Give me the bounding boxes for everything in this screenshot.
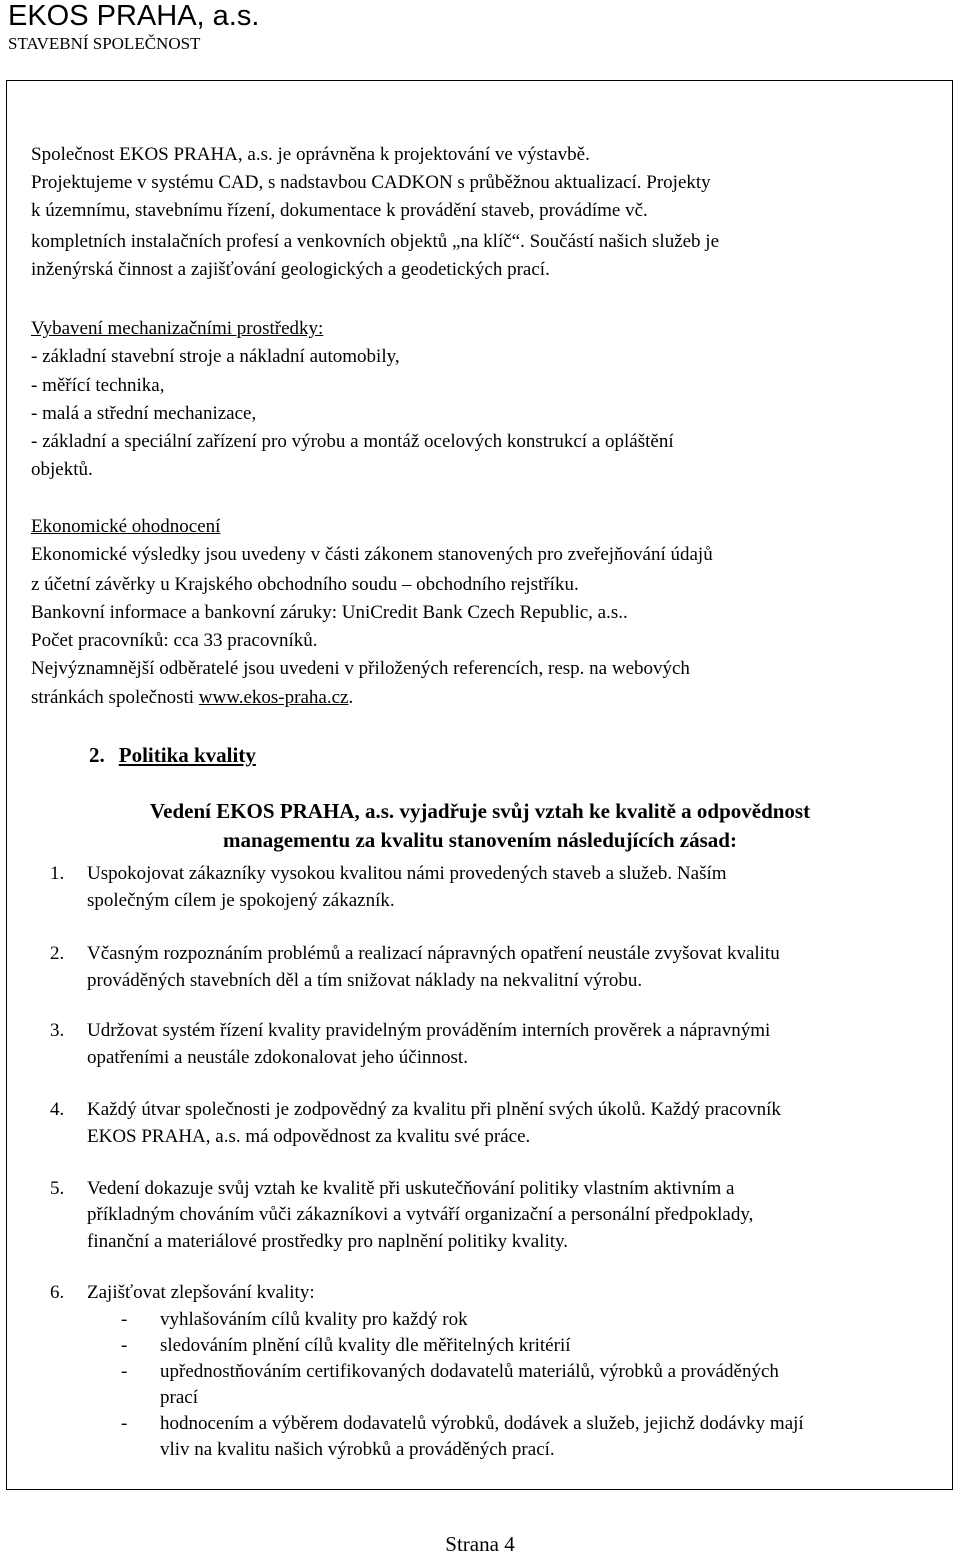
principle-line: opatřeními a neustále zdokonalovat jeho účinnost.: [87, 1047, 468, 1068]
equipment-line: - základní stavební stroje a nákladní automobily,: [31, 346, 400, 367]
sub-item-line: vyhlašováním cílů kvality pro každý rok: [160, 1309, 468, 1330]
sub-item-dash: -: [121, 1413, 128, 1434]
economic-heading: Ekonomické ohodnocení: [31, 516, 221, 537]
sub-item-line: sledováním plnění cílů kvality dle měřitelných kritérií: [160, 1335, 571, 1356]
economic-line: Počet pracovníků: cca 33 pracovníků.: [31, 630, 318, 651]
principle-line: Včasným rozpoznáním problémů a realizací nápravných opatření neustále zvyšovat kvalitu: [87, 943, 780, 964]
sub-item-dash: -: [121, 1309, 128, 1330]
equipment-line: - měřící technika,: [31, 375, 165, 396]
principle-number: 1.: [50, 863, 65, 884]
economic-last-suffix: .: [348, 687, 354, 708]
equipment-heading: Vybavení mechanizačními prostředky:: [31, 318, 324, 339]
economic-line: Bankovní informace a bankovní záruky: UniCredit Bank Czech Republic, a.s..: [31, 602, 628, 623]
principle-line: Zajišťovat zlepšování kvality:: [87, 1282, 315, 1303]
intro-line: inženýrská činnost a zajišťování geologických a geodetických prací.: [31, 259, 550, 280]
intro-line: Projektujeme v systému CAD, s nadstavbou CADKON s průběžnou aktualizací. Projekty: [31, 172, 711, 193]
principle-number: 5.: [50, 1178, 65, 1199]
company-title: EKOS PRAHA, a.s.: [8, 0, 260, 32]
section-number: 2.: [89, 743, 105, 767]
principle-number: 3.: [50, 1020, 65, 1041]
equipment-line: objektů.: [31, 459, 93, 480]
principle-line: společným cílem je spokojený zákazník.: [87, 890, 395, 911]
page-number: Strana 4: [445, 1532, 515, 1556]
sub-item-dash: -: [121, 1361, 128, 1382]
economic-last-prefix: stránkách společnosti: [31, 687, 199, 708]
sub-item-dash: -: [121, 1335, 128, 1356]
principle-line: EKOS PRAHA, a.s. má odpovědnost za kvalitu své práce.: [87, 1126, 531, 1147]
equipment-line: - základní a speciální zařízení pro výrobu a montáž ocelových konstrukcí a opláštění: [31, 431, 674, 452]
section-heading: [89, 741, 256, 769]
principle-line: Vedení dokazuje svůj vztah ke kvalitě při uskutečňování politiky vlastním aktivním a: [87, 1178, 735, 1199]
intro-line: k územnímu, stavebnímu řízení, dokumentace k provádění staveb, provádíme vč.: [31, 200, 648, 221]
principle-line: Každý útvar společnosti je zodpovědný za kvalitu při plnění svých úkolů. Každý pracovník: [87, 1099, 781, 1120]
sub-item-line: hodnocením a výběrem dodavatelů výrobků, dodávek a služeb, jejichž dodávky mají: [160, 1413, 804, 1434]
intro-line: Společnost EKOS PRAHA, a.s. je oprávněna k projektování ve výstavbě.: [31, 144, 590, 165]
principle-line: Udržovat systém řízení kvality pravidelným prováděním interních prověrek a nápravnými: [87, 1020, 771, 1041]
principle-number: 4.: [50, 1099, 65, 1120]
website-link[interactable]: www.ekos-praha.cz: [198, 687, 349, 708]
company-subtitle: STAVEBNÍ SPOLEČNOST: [8, 34, 201, 53]
principle-number: 2.: [50, 943, 65, 964]
principle-line: Uspokojovat zákazníky vysokou kvalitou námi provedených staveb a služeb. Naším: [87, 863, 727, 884]
equipment-line: - malá a střední mechanizace,: [31, 403, 257, 424]
principle-line: prováděných stavebních děl a tím snižovat náklady na nekvalitní výrobu.: [87, 970, 643, 991]
principle-line: finanční a materiálové prostředky pro naplnění politiky kvality.: [87, 1231, 569, 1252]
principle-line: příkladným chováním vůči zákazníkovi a vytváří organizační a personální předpoklady,: [87, 1204, 754, 1225]
section-title: Politika kvality: [118, 743, 256, 767]
intro-line: kompletních instalačních profesí a venkovních objektů „na klíč“. Součástí našich služeb je: [31, 231, 720, 252]
economic-line: Ekonomické výsledky jsou uvedeny v části zákonem stanovených pro zveřejňování údajů: [31, 544, 713, 565]
sub-item-line: vliv na kvalitu našich výrobků a prováděných prací.: [160, 1439, 555, 1460]
economic-line: z účetní závěrky u Krajského obchodního soudu – obchodního rejstříku.: [31, 574, 579, 595]
sub-item-line: upřednostňováním certifikovaných dodavatelů materiálů, výrobků a prováděných: [160, 1361, 779, 1382]
economic-last-line: [31, 684, 353, 712]
policy-intro-line: managementu za kvalitu stanovením následujících zásad:: [223, 828, 737, 852]
policy-intro-line: Vedení EKOS PRAHA, a.s. vyjadřuje svůj vztah ke kvalitě a odpovědnost: [149, 799, 811, 823]
economic-line: Nejvýznamnější odběratelé jsou uvedeni v přiložených referencích, resp. na webových: [31, 658, 690, 679]
principle-number: 6.: [50, 1282, 65, 1303]
sub-item-line: prací: [160, 1387, 198, 1408]
